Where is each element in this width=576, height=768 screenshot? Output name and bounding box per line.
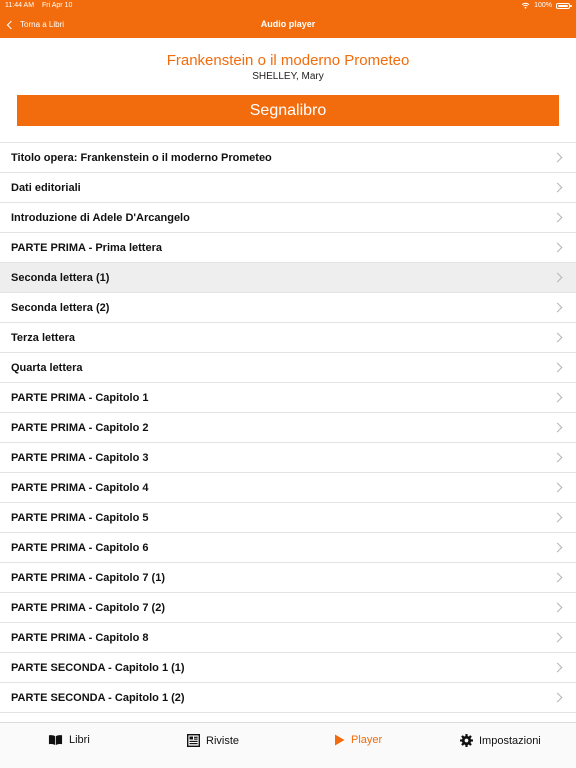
tab-label: Impostazioni: [479, 734, 541, 747]
chapter-row[interactable]: [0, 293, 576, 323]
chevron-right-icon: [553, 363, 563, 373]
chapter-label: PARTE PRIMA - Capitolo 1: [11, 392, 149, 404]
chevron-right-icon: [553, 153, 563, 163]
chevron-right-icon: [553, 663, 563, 673]
tab-label: Riviste: [206, 734, 240, 747]
chapter-row[interactable]: [0, 353, 576, 383]
chapter-row[interactable]: [0, 623, 576, 653]
chapter-label: PARTE PRIMA - Prima lettera: [11, 242, 162, 254]
status-bar: [0, 0, 576, 12]
chapter-label: PARTE PRIMA - Capitolo 7 (2): [11, 602, 165, 614]
tab-libri[interactable]: [48, 734, 90, 746]
chapter-row[interactable]: [0, 143, 576, 173]
battery-icon: [556, 3, 570, 9]
chapter-label: PARTE SECONDA - Capitolo 1 (2): [11, 692, 185, 704]
status-right: [521, 2, 570, 9]
status-date: Fri Apr 10: [42, 2, 73, 9]
chapter-row[interactable]: [0, 593, 576, 623]
chevron-right-icon: [553, 423, 563, 433]
chevron-right-icon: [553, 483, 563, 493]
chevron-right-icon: [553, 573, 563, 583]
chapter-row[interactable]: [0, 203, 576, 233]
tab-bar: [0, 722, 576, 768]
back-label: Torna a Libri: [20, 20, 65, 29]
chapter-row[interactable]: [0, 503, 576, 533]
bookmark-button[interactable]: Segnalibro: [17, 95, 559, 126]
chapter-label: PARTE PRIMA - Capitolo 4: [11, 482, 149, 494]
tab-impostazioni[interactable]: [460, 734, 541, 747]
tab-label: Libri: [69, 734, 90, 746]
chapter-row[interactable]: [0, 173, 576, 203]
chapter-label: Introduzione di Adele D'Arcangelo: [11, 212, 190, 224]
chapter-row[interactable]: [0, 323, 576, 353]
chapter-row[interactable]: [0, 263, 576, 293]
chevron-right-icon: [553, 393, 563, 403]
chevron-right-icon: [553, 273, 563, 283]
chapter-label: PARTE PRIMA - Capitolo 7 (1): [11, 572, 165, 584]
chapter-label: Dati editoriali: [11, 182, 81, 194]
gear-icon: [460, 734, 473, 747]
book-icon: [48, 734, 63, 746]
chapter-label: Seconda lettera (1): [11, 272, 110, 284]
chapter-row[interactable]: [0, 473, 576, 503]
nav-bar: [0, 12, 576, 38]
chapter-row[interactable]: [0, 683, 576, 713]
page-title: Audio player: [260, 19, 316, 29]
chevron-right-icon: [553, 513, 563, 523]
chevron-right-icon: [553, 213, 563, 223]
chevron-right-icon: [553, 183, 563, 193]
tab-riviste[interactable]: [187, 734, 239, 747]
chapter-row[interactable]: [0, 533, 576, 563]
chevron-right-icon: [553, 603, 563, 613]
status-time: 11:44 AM: [5, 2, 35, 9]
chapter-label: Terza lettera: [11, 332, 75, 344]
chapter-label: PARTE PRIMA - Capitolo 3: [11, 452, 149, 464]
chapter-label: PARTE PRIMA - Capitolo 8: [11, 632, 149, 644]
chevron-right-icon: [553, 303, 563, 313]
chevron-right-icon: [553, 333, 563, 343]
chevron-right-icon: [553, 633, 563, 643]
chapter-list: [0, 142, 576, 723]
chapter-label: PARTE SECONDA - Capitolo 1 (1): [11, 662, 185, 674]
newspaper-icon: [187, 734, 200, 747]
tab-label: Player: [351, 734, 383, 746]
chapter-label: Seconda lettera (2): [11, 302, 110, 314]
chapter-row[interactable]: [0, 233, 576, 263]
tab-player[interactable]: [334, 734, 382, 746]
chapter-label: PARTE PRIMA - Capitolo 2: [11, 422, 149, 434]
chapter-row[interactable]: [0, 653, 576, 683]
chevron-right-icon: [553, 543, 563, 553]
book-author: SHELLEY, Mary: [252, 71, 324, 82]
chapter-row[interactable]: [0, 443, 576, 473]
status-left: [5, 2, 78, 9]
chevron-right-icon: [553, 453, 563, 463]
chapter-label: Quarta lettera: [11, 362, 83, 374]
chapter-row[interactable]: [0, 563, 576, 593]
battery-percent: 100%: [534, 2, 552, 9]
chapter-row[interactable]: [0, 383, 576, 413]
wifi-icon: [521, 2, 530, 9]
chapter-label: PARTE PRIMA - Capitolo 6: [11, 542, 149, 554]
chapter-row[interactable]: [0, 413, 576, 443]
chevron-right-icon: [553, 243, 563, 253]
book-title: Frankenstein o il moderno Prometeo: [166, 52, 410, 69]
play-icon: [334, 734, 345, 746]
chapter-label: PARTE PRIMA - Capitolo 5: [11, 512, 149, 524]
chevron-right-icon: [553, 693, 563, 703]
chapter-label: Titolo opera: Frankenstein o il moderno Prometeo: [11, 152, 272, 164]
